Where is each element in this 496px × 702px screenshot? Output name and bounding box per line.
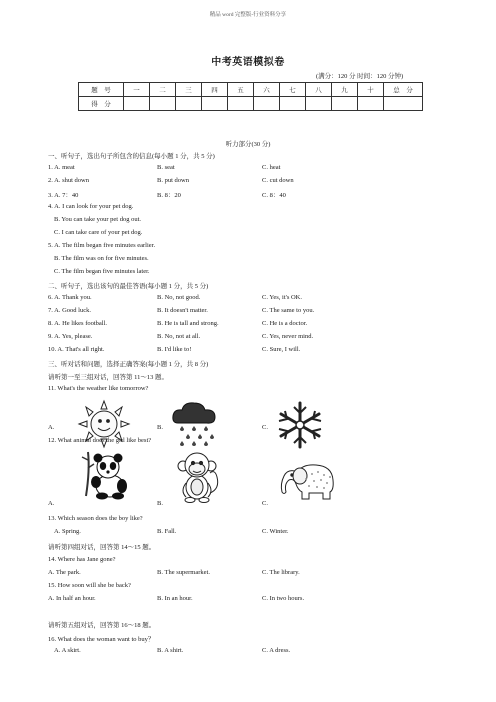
q7-option-b: B. It doesn't matter. (157, 307, 208, 314)
score-blank (280, 97, 306, 111)
score-cell: 七 (280, 83, 306, 97)
q6-option-a: 6. A. Thank you. (48, 294, 92, 301)
q9-option-b: B. No, not at all. (157, 333, 201, 340)
score-blank (332, 97, 358, 111)
q5-option-a: 5. A. The film began five minutes earlier. (48, 242, 156, 249)
q3-option-a: 3. A. 7：40 (48, 192, 79, 199)
score-blank (306, 97, 332, 111)
q16-question: 16. What does the woman want to buy？ (48, 636, 155, 643)
panda-icon (80, 450, 130, 500)
q13-option-c: C. Winter. (262, 528, 289, 535)
q1-option-a: 1. A. meat (48, 164, 75, 171)
section-3-intro-3: 请听第五组对话，回答第 16～18 题。 (48, 622, 156, 629)
q3-option-b: B. 8：20 (157, 192, 181, 199)
q2-option-c: C. cut down (262, 177, 294, 184)
q11-option-b: B. (157, 424, 163, 431)
rain-cloud-icon (168, 399, 220, 447)
q10-option-b: B. I'd like to! (157, 346, 192, 353)
score-cell: 五 (228, 83, 254, 97)
score-cell: 四 (202, 83, 228, 97)
q8-option-c: C. He is a doctor. (262, 320, 308, 327)
score-cell: 一 (124, 83, 150, 97)
q4-option-c: C. I can take care of your pet dog. (54, 229, 143, 236)
score-cell: 二 (150, 83, 176, 97)
q8-option-a: 8. A. He likes football. (48, 320, 108, 327)
score-row-label: 得 分 (79, 97, 124, 111)
snowflake-icon (274, 399, 326, 451)
q1-option-c: C. heat (262, 164, 281, 171)
q15-question: 15. How soon will she be back? (48, 582, 131, 589)
q13-question: 13. Which season does the boy like? (48, 515, 143, 522)
listening-title: 听力部分(30 分) (225, 141, 271, 148)
q7-option-a: 7. A. Good luck. (48, 307, 91, 314)
q14-option-c: C. The library. (262, 569, 300, 576)
q11-question: 11. What's the weather like tomorrow? (48, 385, 149, 392)
score-table-score-row (79, 97, 423, 111)
q16-option-a: A. A skirt. (54, 647, 81, 654)
score-cell: 题 号 (79, 83, 124, 97)
exam-meta: (满分：120 分 时间：120 分钟) (316, 73, 404, 80)
q5-option-b: B. The film was on for five minutes. (54, 255, 149, 262)
elephant-icon (278, 462, 336, 502)
score-blank (176, 97, 202, 111)
page-header: 精品 word 完整版-行业资料分享 (209, 12, 287, 18)
section-2-heading: 二、听句子，选出该句的最佳答语(每小题 1 分，共 5 分) (48, 283, 209, 290)
score-blank (150, 97, 176, 111)
q13-option-a: A. Spring. (54, 528, 81, 535)
q7-option-c: C. The same to you. (262, 307, 315, 314)
score-blank (358, 97, 384, 111)
q4-option-b: B. You can take your pet dog out. (54, 216, 142, 223)
q12-option-c: C. (262, 500, 268, 507)
page-title: 中考英语模拟卷 (211, 57, 285, 68)
q16-option-c: C. A dress. (262, 647, 291, 654)
q15-option-a: A. In half an hour. (48, 595, 96, 602)
q2-option-b: B. put down (157, 177, 189, 184)
q12-option-b: B. (157, 500, 163, 507)
q14-question: 14. Where has Jane gone? (48, 556, 116, 563)
section-1-heading: 一、听句子，选出句子所包含的信息(每小题 1 分，共 5 分) (48, 153, 215, 160)
q15-option-c: C. In two hours. (262, 595, 305, 602)
q11-option-a: A. (48, 424, 55, 431)
score-cell: 三 (176, 83, 202, 97)
q14-option-b: B. The supermarket. (157, 569, 210, 576)
section-3-intro-1: 请听第一至三组对话，回答第 11～13 题。 (48, 374, 169, 381)
section-3-heading: 三、听对话和问题，选择正确答案(每小题 1 分，共 8 分) (48, 361, 209, 368)
score-blank (384, 97, 423, 111)
q5-option-c: C. The film began five minutes later. (54, 268, 150, 275)
score-table-header-row (79, 83, 423, 97)
q2-option-a: 2. A. shut down (48, 177, 89, 184)
q10-option-c: C. Sure, I will. (262, 346, 301, 353)
q14-option-a: A. The park. (48, 569, 81, 576)
score-blank (254, 97, 280, 111)
score-cell: 六 (254, 83, 280, 97)
q15-option-b: B. In an hour. (157, 595, 193, 602)
score-blank (124, 97, 150, 111)
score-cell: 总 分 (384, 83, 423, 97)
q9-option-c: C. Yes, never mind. (262, 333, 314, 340)
q8-option-b: B. He is tall and strong. (157, 320, 219, 327)
q13-option-b: B. Fall. (157, 528, 177, 535)
q12-question: 12. What animal does the girl like best? (48, 437, 152, 444)
q3-option-c: C. 8：40 (262, 192, 286, 199)
q10-option-a: 10. A. That's all right. (48, 346, 105, 353)
q6-option-c: C. Yes, it's OK. (262, 294, 303, 301)
q6-option-b: B. No, not good. (157, 294, 201, 301)
score-table (78, 82, 423, 111)
q1-option-b: B. seat (157, 164, 175, 171)
score-blank (202, 97, 228, 111)
q12-option-a: A. (48, 500, 55, 507)
monkey-icon (170, 449, 222, 503)
section-3-intro-2: 请听第四组对话，回答第 14～15 题。 (48, 544, 156, 551)
q16-option-b: B. A shirt. (157, 647, 184, 654)
score-blank (228, 97, 254, 111)
score-cell: 九 (332, 83, 358, 97)
q9-option-a: 9. A. Yes, please. (48, 333, 93, 340)
score-cell: 八 (306, 83, 332, 97)
q4-option-a: 4. A. I can look for your pet dog. (48, 203, 134, 210)
q11-option-c: C. (262, 424, 268, 431)
score-cell: 十 (358, 83, 384, 97)
